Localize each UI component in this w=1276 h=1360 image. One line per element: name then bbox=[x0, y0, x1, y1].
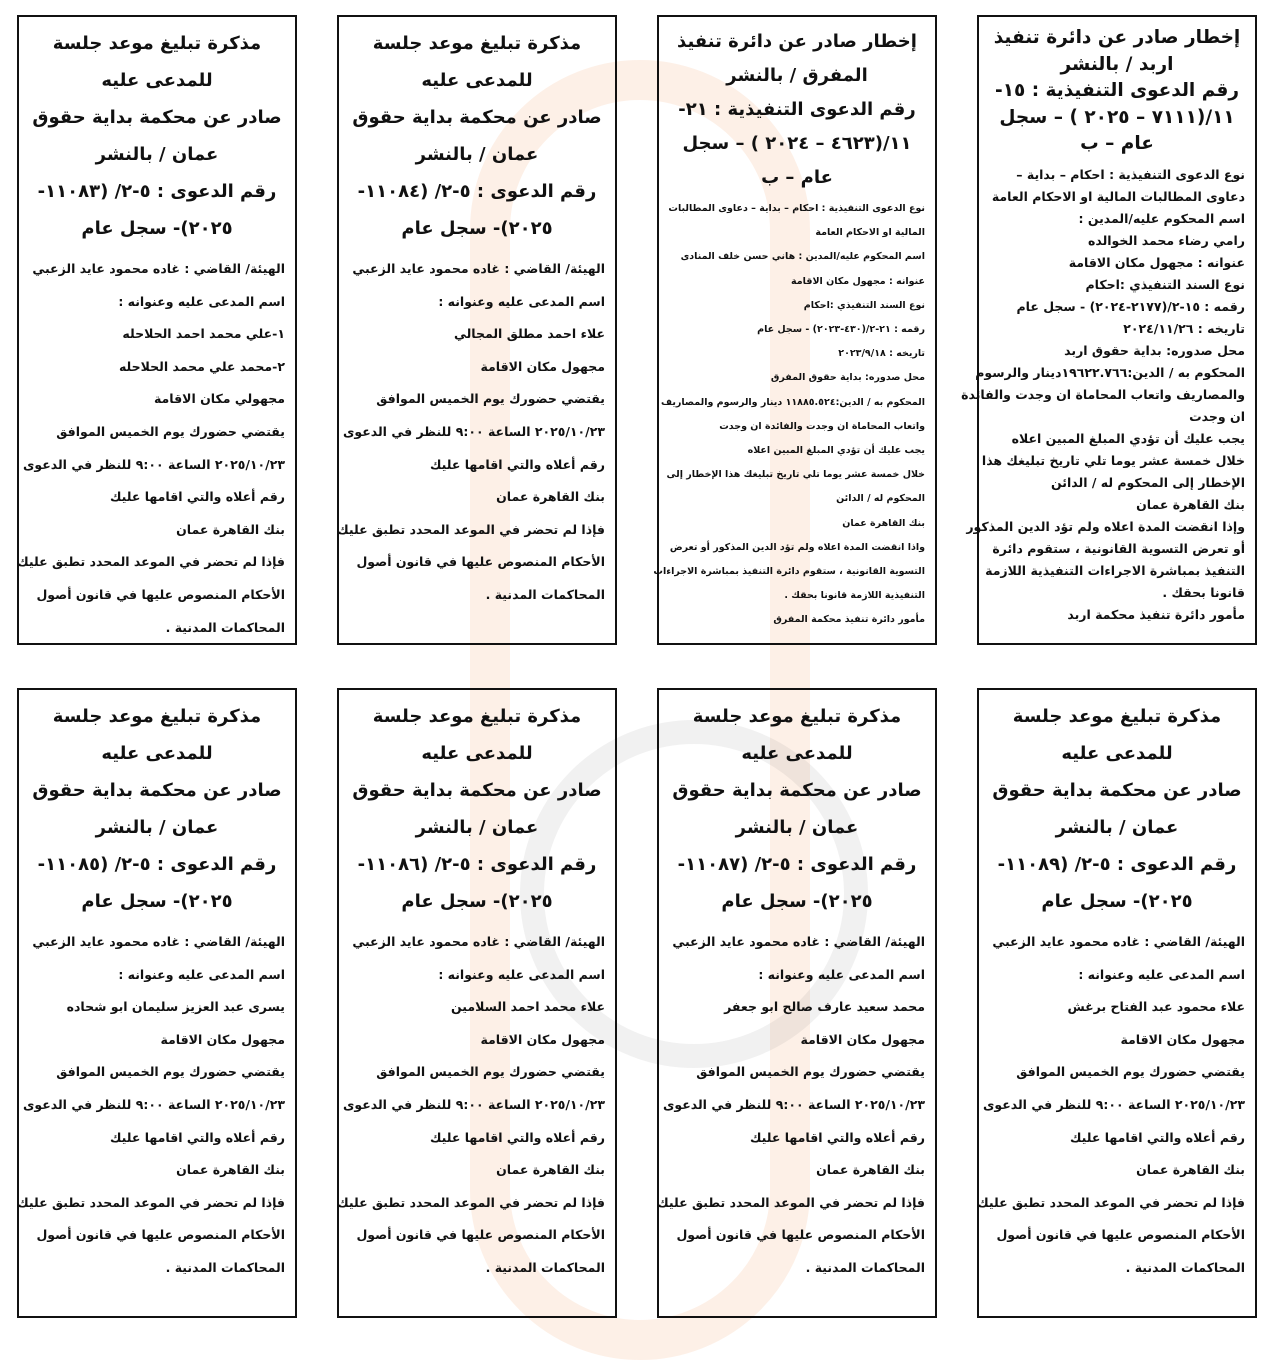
notice-title bbox=[349, 698, 605, 920]
notice-body-line: دعاوى المطالبات المالية او الاحكام العامة bbox=[991, 188, 1245, 204]
notice-body-line: مجهولي مكان الاقامة bbox=[153, 391, 285, 407]
hearing-notice-box bbox=[337, 15, 617, 645]
notice-body-line: بنك القاهرة عمان bbox=[176, 521, 285, 537]
notice-body-line: رقم أعلاه والتي اقامها عليك bbox=[749, 1129, 925, 1145]
notice-title-line: ٢٠٢٥)- سجل عام bbox=[401, 218, 553, 239]
notice-body bbox=[17, 926, 285, 1285]
notice-title-line: مذكرة تبليغ موعد جلسة bbox=[52, 706, 262, 727]
notice-title-line: عمان / بالنشر bbox=[415, 144, 539, 165]
notice-body-line: علاء محمد احمد السلامين bbox=[451, 999, 605, 1015]
notice-title-line: مذكرة تبليغ موعد جلسة bbox=[692, 706, 902, 727]
notice-body-line: الأحكام المنصوص عليها في قانون أصول bbox=[996, 1227, 1245, 1243]
notice-title-line: رقم الدعوى : ٥-٢/ (١١٠٨٦- bbox=[357, 854, 597, 875]
notice-body-line: مأمور دائرة تنفيذ محكمة اربد bbox=[1067, 606, 1245, 622]
notice-body-line: نوع السند التنفيذي :احكام bbox=[1085, 276, 1245, 292]
notice-body-line: اسم المدعى عليه وعنوانه : bbox=[1078, 966, 1245, 982]
notice-body-line: رقم أعلاه والتي اقامها عليك bbox=[1069, 1129, 1245, 1145]
notice-body bbox=[961, 164, 1245, 626]
notice-body-line: عنوانه : مجهول مكان الاقامة bbox=[1068, 254, 1245, 270]
notice-body-line: مجهول مكان الاقامة bbox=[800, 1031, 925, 1047]
notice-body-line: ٢٠٢٥/١٠/٢٣ الساعة ٩:٠٠ للنظر في الدعوى bbox=[982, 1096, 1245, 1112]
notice-body-line: المحكوم به / الدين:١٩٦٢٢.٧٦٦دينار والرسوم bbox=[975, 364, 1245, 380]
notice-body-line: بنك القاهرة عمان bbox=[496, 1162, 605, 1178]
notice-title bbox=[669, 25, 925, 195]
notice-body-line: مأمور دائرة تنفيذ محكمة المفرق bbox=[773, 614, 925, 626]
notice-body-line: اسم المدعى عليه وعنوانه : bbox=[118, 293, 285, 309]
notice-body-line: المحاكمات المدنية . bbox=[485, 586, 605, 602]
notice-body-line: يقتضي حضورك يوم الخميس الموافق bbox=[376, 1064, 605, 1080]
notice-body-line: فإذا لم تحضر في الموعد المحدد تطبق عليك bbox=[657, 1194, 925, 1210]
notice-body-line: ١-علي محمد احمد الحلاحله bbox=[122, 326, 285, 342]
notice-body-line: بنك القاهرة عمان bbox=[816, 1162, 925, 1178]
notice-body-line: المحاكمات المدنية . bbox=[805, 1259, 925, 1275]
notice-title-line: ٢٠٢٥)- سجل عام bbox=[81, 218, 233, 239]
notice-body-line: رقم أعلاه والتي اقامها عليك bbox=[429, 1129, 605, 1145]
notice-body-line: نوع الدعوى التنفيذية : احكام – بداية – دعاوى المطالبات bbox=[668, 203, 925, 214]
notice-title-line: رقم الدعوى التنفيذية : ١٥- bbox=[995, 80, 1239, 101]
notice-body-line: مجهول مكان الاقامة bbox=[160, 1031, 285, 1047]
notice-body-line: ٢٠٢٥/١٠/٢٣ الساعة ٩:٠٠ للنظر في الدعوى bbox=[662, 1096, 925, 1112]
notice-body-line: والمصاريف واتعاب المحاماة ان وجدت والفائدة bbox=[961, 386, 1245, 402]
notice-title-line: صادر عن محكمة بداية حقوق bbox=[32, 107, 282, 128]
notice-body-line: بنك القاهرة عمان bbox=[1136, 496, 1245, 512]
notice-title-line: صادر عن محكمة بداية حقوق bbox=[32, 780, 282, 801]
notice-body-line: الهيئة/ القاضي : غاده محمود عايد الزعبي bbox=[352, 261, 605, 276]
notice-title-line: ١١/(٧١١١ – ٢٠٢٥ ) – سجل bbox=[999, 106, 1235, 128]
notice-body-line: محمد سعيد عارف صالح ابو جعفر bbox=[724, 999, 925, 1015]
notice-body-line: الهيئة/ القاضي : غاده محمود عايد الزعبي bbox=[992, 934, 1245, 949]
notice-title bbox=[29, 698, 285, 920]
hearing-notice-box bbox=[977, 688, 1257, 1318]
notice-title-line: للمدعى عليه bbox=[101, 70, 213, 91]
notice-title-line: إخطار صادر عن دائرة تنفيذ bbox=[677, 31, 917, 52]
notice-title-line: رقم الدعوى : ٥-٢/ (١١٠٨٣- bbox=[37, 181, 277, 202]
notice-title-line: للمدعى عليه bbox=[421, 743, 533, 764]
notice-body bbox=[337, 926, 605, 1285]
notice-body-line: يقتضي حضورك يوم الخميس الموافق bbox=[376, 391, 605, 407]
notice-title-line: رقم الدعوى : ٥-٢/ (١١٠٨٤- bbox=[357, 181, 597, 202]
notice-title-line: عام – ب bbox=[1080, 133, 1154, 154]
notice-body-line: المحاكمات المدنية . bbox=[1125, 1259, 1245, 1275]
notice-title-line: إخطار صادر عن دائرة تنفيذ bbox=[993, 27, 1241, 48]
notice-title-line: للمدعى عليه bbox=[1061, 743, 1173, 764]
notice-body bbox=[337, 253, 605, 612]
notice-title-line: صادر عن محكمة بداية حقوق bbox=[352, 107, 602, 128]
notice-body-line: رقم أعلاه والتي اقامها عليك bbox=[429, 456, 605, 472]
notice-title-line: مذكرة تبليغ موعد جلسة bbox=[372, 706, 582, 727]
notice-body-line: التسوية القانونية ، ستقوم دائرة التنفيذ بمباشرة الاجراءات bbox=[653, 566, 925, 578]
notice-title-line: عمان / بالنشر bbox=[95, 144, 219, 165]
notice-body-line: المحاكمات المدنية . bbox=[485, 1259, 605, 1275]
notice-title-line: عمان / بالنشر bbox=[735, 817, 859, 838]
notice-title bbox=[669, 698, 925, 920]
notice-title-line: عمان / بالنشر bbox=[95, 817, 219, 838]
notice-body-line: بنك القاهرة عمان bbox=[496, 489, 605, 505]
notice-body-line: فإذا لم تحضر في الموعد المحدد تطبق عليك bbox=[337, 521, 605, 537]
notice-title-line: صادر عن محكمة بداية حقوق bbox=[672, 780, 922, 801]
notice-title-line: للمدعى عليه bbox=[421, 70, 533, 91]
notice-body bbox=[657, 926, 925, 1285]
notice-title-line: ١١/(٤٦٢٣ – ٢٠٢٤ ) – سجل bbox=[682, 133, 912, 154]
notice-title-line: رقم الدعوى : ٥-٢/ (١١٠٨٩- bbox=[997, 854, 1237, 875]
notice-body-line: محل صدوره: بداية حقوق المفرق bbox=[770, 372, 925, 384]
notice-body-line: المحاكمات المدنية . bbox=[165, 619, 285, 635]
notice-body-line: اسم المدعى عليه وعنوانه : bbox=[438, 293, 605, 309]
notice-body-line: علاء احمد مطلق المجالي bbox=[453, 326, 605, 342]
notice-title-line: للمدعى عليه bbox=[741, 743, 853, 764]
hearing-notice-box bbox=[17, 688, 297, 1318]
notice-body-line: رقم أعلاه والتي اقامها عليك bbox=[109, 489, 285, 505]
notice-body-line: رامي رضاء محمد الخوالده bbox=[1087, 232, 1245, 248]
notice-body-line: الهيئة/ القاضي : غاده محمود عايد الزعبي bbox=[672, 934, 925, 949]
hearing-notice-box bbox=[17, 15, 297, 645]
notice-body-line: الهيئة/ القاضي : غاده محمود عايد الزعبي bbox=[32, 934, 285, 949]
notice-body-line: ٢٠٢٥/١٠/٢٣ الساعة ٩:٠٠ للنظر في الدعوى bbox=[342, 1096, 605, 1112]
notice-title-line: صادر عن محكمة بداية حقوق bbox=[352, 780, 602, 801]
notice-body-line: اسم المحكوم عليه/المدين : bbox=[1078, 210, 1245, 226]
notice-title-line: المفرق / بالنشر bbox=[726, 65, 868, 86]
notice-title-line: عمان / بالنشر bbox=[415, 817, 539, 838]
notice-body-line: الإخطار إلى المحكوم له / الدائن bbox=[1051, 474, 1245, 490]
execution-notice-box bbox=[653, 15, 937, 645]
notice-body-line: الأحكام المنصوص عليها في قانون أصول bbox=[36, 1227, 285, 1243]
notice-title-line: للمدعى عليه bbox=[101, 743, 213, 764]
notice-body-line: يقتضي حضورك يوم الخميس الموافق bbox=[1016, 1064, 1245, 1080]
notice-body bbox=[977, 926, 1245, 1285]
notice-body-line: رقمه : ٢١-٢/(٤٣٠-٢٠٢٣) - سجل عام bbox=[757, 324, 925, 336]
notice-body-line: مجهول مكان الاقامة bbox=[480, 1031, 605, 1047]
notice-body-line: يجب عليك أن تؤدي المبلغ المبين اعلاه bbox=[747, 445, 925, 457]
notice-body-line: علاء محمود عبد الفتاح برغش bbox=[1067, 999, 1245, 1015]
notice-body-line: مجهول مكان الاقامة bbox=[1120, 1031, 1245, 1047]
notice-title-line: ٢٠٢٥)- سجل عام bbox=[1041, 891, 1193, 912]
notice-body-line: وإذا انقضت المدة اعلاه ولم تؤد الدين المذكور bbox=[966, 518, 1245, 534]
notice-body-line: المالية او الاحكام العامة bbox=[815, 227, 925, 239]
notice-body-line: واتعاب المحاماة ان وجدت والفائدة ان وجدت bbox=[719, 420, 925, 432]
notice-body-line: الأحكام المنصوص عليها في قانون أصول bbox=[356, 1227, 605, 1243]
notice-body-line: بنك القاهرة عمان bbox=[1136, 1162, 1245, 1178]
notice-body-line: الأحكام المنصوص عليها في قانون أصول bbox=[356, 554, 605, 570]
notice-body-line: اسم المدعى عليه وعنوانه : bbox=[118, 966, 285, 982]
notice-body-line: اسم المدعى عليه وعنوانه : bbox=[758, 966, 925, 982]
notice-body-line: المحكوم له / الدائن bbox=[836, 493, 925, 505]
notice-body-line: فإذا لم تحضر في الموعد المحدد تطبق عليك bbox=[977, 1194, 1245, 1210]
notice-title-line: عام – ب bbox=[761, 167, 833, 188]
notice-body-line: بنك القاهرة عمان bbox=[176, 1162, 285, 1178]
notice-title-line: رقم الدعوى : ٥-٢/ (١١٠٨٥- bbox=[37, 854, 277, 875]
notice-body-line: ٢٠٢٥/١٠/٢٣ الساعة ٩:٠٠ للنظر في الدعوى bbox=[342, 423, 605, 439]
notice-title-line: مذكرة تبليغ موعد جلسة bbox=[52, 33, 262, 54]
notice-body-line: المحكوم به / الدين:١١٨٨٥.٥٢٤ دينار والرسوم والمصاريف bbox=[661, 396, 925, 408]
notice-title bbox=[349, 25, 605, 247]
execution-notice-box bbox=[961, 15, 1257, 645]
notice-body-line: محل صدوره: بداية حقوق اربد bbox=[1064, 342, 1245, 358]
notice-body-line: يجب عليك أن تؤدي المبلغ المبين اعلاه bbox=[1011, 430, 1245, 446]
notice-body bbox=[653, 197, 925, 633]
hearing-notice-box bbox=[337, 688, 617, 1318]
notice-body-line: فإذا لم تحضر في الموعد المحدد تطبق عليك bbox=[17, 1194, 285, 1210]
notice-body-line: خلال خمسة عشر يوما تلي تاريخ تبليغك هذا الإخطار إلى bbox=[666, 469, 925, 481]
notice-body-line: يقتضي حضورك يوم الخميس الموافق bbox=[56, 1064, 285, 1080]
notice-body-line: الأحكام المنصوص عليها في قانون أصول bbox=[676, 1227, 925, 1243]
notice-body-line: تاريخه : ٢٠٢٣/٩/١٨ bbox=[838, 348, 925, 360]
notice-body-line: رقم أعلاه والتي اقامها عليك bbox=[109, 1129, 285, 1145]
notice-body-line: عنوانه : مجهول مكان الاقامة bbox=[791, 275, 925, 287]
notice-body-line: اسم المحكوم عليه/المدين : هاني حسن خلف المنادى bbox=[680, 251, 925, 263]
notice-title bbox=[29, 25, 285, 247]
notice-body-line: فإذا لم تحضر في الموعد المحدد تطبق عليك bbox=[337, 1194, 605, 1210]
notice-body-line: نوع السند التنفيذي :احكام bbox=[803, 299, 925, 311]
notice-body-line: الهيئة/ القاضي : غاده محمود عايد الزعبي bbox=[352, 934, 605, 949]
notice-body-line: الأحكام المنصوص عليها في قانون أصول bbox=[36, 586, 285, 602]
notice-body-line: يسرى عبد العزيز سليمان ابو شحاده bbox=[66, 999, 285, 1015]
notice-title-line: رقم الدعوى التنفيذية : ٢١- bbox=[678, 99, 916, 120]
notice-title bbox=[989, 25, 1245, 158]
notice-title-line: مذكرة تبليغ موعد جلسة bbox=[372, 33, 582, 54]
notice-title bbox=[989, 698, 1245, 920]
notice-body-line: بنك القاهرة عمان bbox=[842, 517, 925, 529]
notice-body-line: نوع الدعوى التنفيذية : احكام – بداية – bbox=[1016, 166, 1245, 182]
notice-body-line: فإذا لم تحضر في الموعد المحدد تطبق عليك bbox=[17, 554, 285, 570]
notice-body-line: ان وجدت bbox=[1189, 408, 1245, 424]
notice-body bbox=[17, 253, 285, 644]
notice-body-line: يقتضي حضورك يوم الخميس الموافق bbox=[56, 423, 285, 439]
notice-body-line: أو تعرض التسوية القانونية ، ستقوم دائرة bbox=[992, 540, 1245, 556]
notice-body-line: مجهول مكان الاقامة bbox=[480, 358, 605, 374]
notice-body-line: رقمه : ١٥-٢/(٢١٧٧-٢٠٢٤) - سجل عام bbox=[1016, 298, 1245, 314]
notice-body-line: واذا انقضت المدة اعلاه ولم تؤد الدين المذكور أو تعرض bbox=[669, 541, 925, 553]
hearing-notice-box bbox=[657, 688, 937, 1318]
notice-body-line: المحاكمات المدنية . bbox=[165, 1259, 285, 1275]
notice-body-line: التنفيذية اللازمة قانونا بحقك . bbox=[784, 590, 925, 602]
notice-body-line: ٢-محمد علي محمد الحلاحله bbox=[118, 358, 285, 374]
notice-body-line: الهيئة/ القاضي : غاده محمود عايد الزعبي bbox=[32, 261, 285, 276]
notice-title-line: صادر عن محكمة بداية حقوق bbox=[992, 780, 1242, 801]
notice-body-line: قانونا بحقك . bbox=[1162, 584, 1245, 600]
notice-body-line: تاريخه : ٢٠٢٤/١١/٢٦ bbox=[1123, 320, 1245, 336]
notice-body-line: يقتضي حضورك يوم الخميس الموافق bbox=[696, 1064, 925, 1080]
notice-title-line: عمان / بالنشر bbox=[1055, 817, 1179, 838]
notice-body-line: خلال خمسة عشر يوما تلي تاريخ تبليغك هذا bbox=[981, 452, 1245, 468]
notice-body-line: ٢٠٢٥/١٠/٢٣ الساعة ٩:٠٠ للنظر في الدعوى bbox=[22, 456, 285, 472]
notice-title-line: اربد / بالنشر bbox=[1060, 53, 1174, 75]
notice-body-line: التنفيذ بمباشرة الاجراءات التنفيذية اللازمة bbox=[985, 562, 1245, 578]
notice-title-line: رقم الدعوى : ٥-٢/ (١١٠٨٧- bbox=[677, 854, 917, 875]
notice-title-line: ٢٠٢٥)- سجل عام bbox=[81, 891, 233, 912]
notice-title-line: ٢٠٢٥)- سجل عام bbox=[401, 891, 553, 912]
notice-title-line: مذكرة تبليغ موعد جلسة bbox=[1012, 706, 1222, 727]
notice-body-line: اسم المدعى عليه وعنوانه : bbox=[438, 966, 605, 982]
notice-title-line: ٢٠٢٥)- سجل عام bbox=[721, 891, 873, 912]
notice-body-line: ٢٠٢٥/١٠/٢٣ الساعة ٩:٠٠ للنظر في الدعوى bbox=[22, 1096, 285, 1112]
